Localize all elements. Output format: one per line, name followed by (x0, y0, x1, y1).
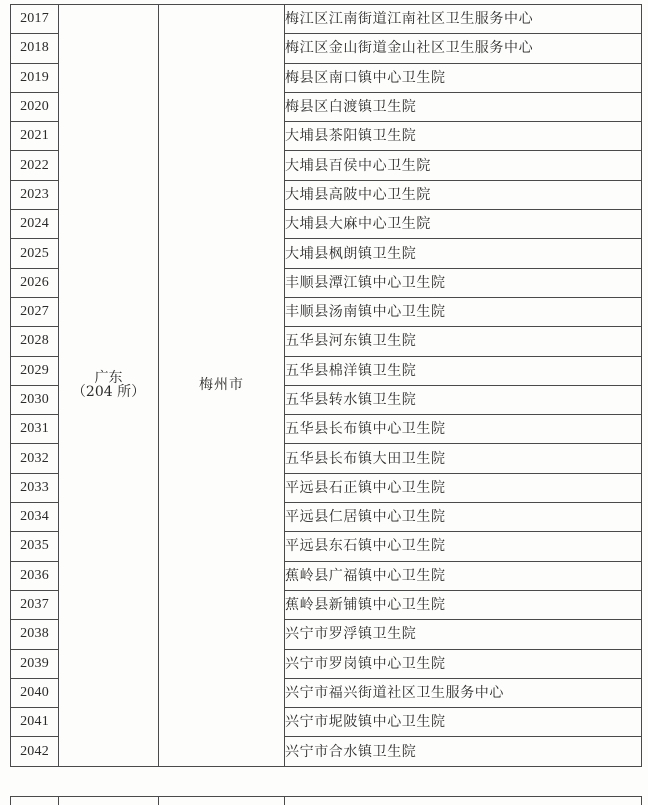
institution-name: 平远县石正镇中心卫生院 (285, 473, 642, 502)
row-number: 2031 (11, 415, 59, 444)
city-cell: 梅州市 (159, 5, 285, 767)
row-number: 2017 (11, 5, 59, 34)
institution-name: 兴宁市坭陂镇中心卫生院 (285, 708, 642, 737)
institution-name: 平远县东石镇中心卫生院 (285, 532, 642, 561)
institution-name: 大埔县枫朗镇卫生院 (285, 239, 642, 268)
institution-name: 梅江区江南街道江南社区卫生服务中心 (285, 5, 642, 34)
table-row (11, 5, 642, 34)
institution-name: 兴宁市罗岗镇中心卫生院 (285, 649, 642, 678)
row-number: 2030 (11, 385, 59, 414)
institution-name: 蕉岭县新铺镇中心卫生院 (285, 590, 642, 619)
row-number: 2033 (11, 473, 59, 502)
row-number: 2028 (11, 327, 59, 356)
institution-name: 蕉岭县广福镇中心卫生院 (285, 561, 642, 590)
institution-name: 大埔县百侯中心卫生院 (285, 151, 642, 180)
row-number: 2034 (11, 503, 59, 532)
row-number: 2037 (11, 590, 59, 619)
institution-name: 五华县长布镇中心卫生院 (285, 415, 642, 444)
hospital-list-table (10, 4, 642, 767)
institution-name: 梅县区白渡镇卫生院 (285, 92, 642, 121)
institution-name: 梅县区南口镇中心卫生院 (285, 63, 642, 92)
row-number: 2039 (11, 649, 59, 678)
row-number: 2038 (11, 620, 59, 649)
institution-name: 丰顺县潭江镇中心卫生院 (285, 268, 642, 297)
institution-name: 平远县仁居镇中心卫生院 (285, 503, 642, 532)
row-number: 2041 (11, 708, 59, 737)
row-number: 2040 (11, 678, 59, 707)
row-number: 2022 (11, 151, 59, 180)
row-number: 2036 (11, 561, 59, 590)
row-number: 2018 (11, 34, 59, 63)
institution-name: 梅江区金山街道金山社区卫生服务中心 (285, 34, 642, 63)
province-cell (59, 5, 159, 767)
row-number: 2020 (11, 92, 59, 121)
institution-name: 兴宁市福兴街道社区卫生服务中心 (285, 678, 642, 707)
row-number: 2032 (11, 444, 59, 473)
row-number: 2026 (11, 268, 59, 297)
row-number: 2029 (11, 356, 59, 385)
row-number: 2023 (11, 180, 59, 209)
institution-name: 兴宁市合水镇卫生院 (285, 737, 642, 766)
row-number: 2035 (11, 532, 59, 561)
row-number: 2021 (11, 122, 59, 151)
row-number: 2042 (11, 737, 59, 766)
institution-name: 兴宁市罗浮镇卫生院 (285, 620, 642, 649)
province-count: （204 所） (71, 384, 146, 401)
institution-name: 丰顺县汤南镇中心卫生院 (285, 297, 642, 326)
institution-name: 五华县河东镇卫生院 (285, 327, 642, 356)
province-name: 广东 (94, 370, 123, 387)
institution-name: 大埔县茶阳镇卫生院 (285, 122, 642, 151)
table-body (11, 5, 642, 767)
institution-name: 五华县转水镇卫生院 (285, 385, 642, 414)
row-number: 2024 (11, 210, 59, 239)
row-number: 2025 (11, 239, 59, 268)
institution-name: 五华县长布镇大田卫生院 (285, 444, 642, 473)
row-number: 2027 (11, 297, 59, 326)
institution-name: 五华县棉洋镇卫生院 (285, 356, 642, 385)
institution-name: 大埔县大麻中心卫生院 (285, 210, 642, 239)
institution-name: 大埔县高陂中心卫生院 (285, 180, 642, 209)
row-number: 2019 (11, 63, 59, 92)
